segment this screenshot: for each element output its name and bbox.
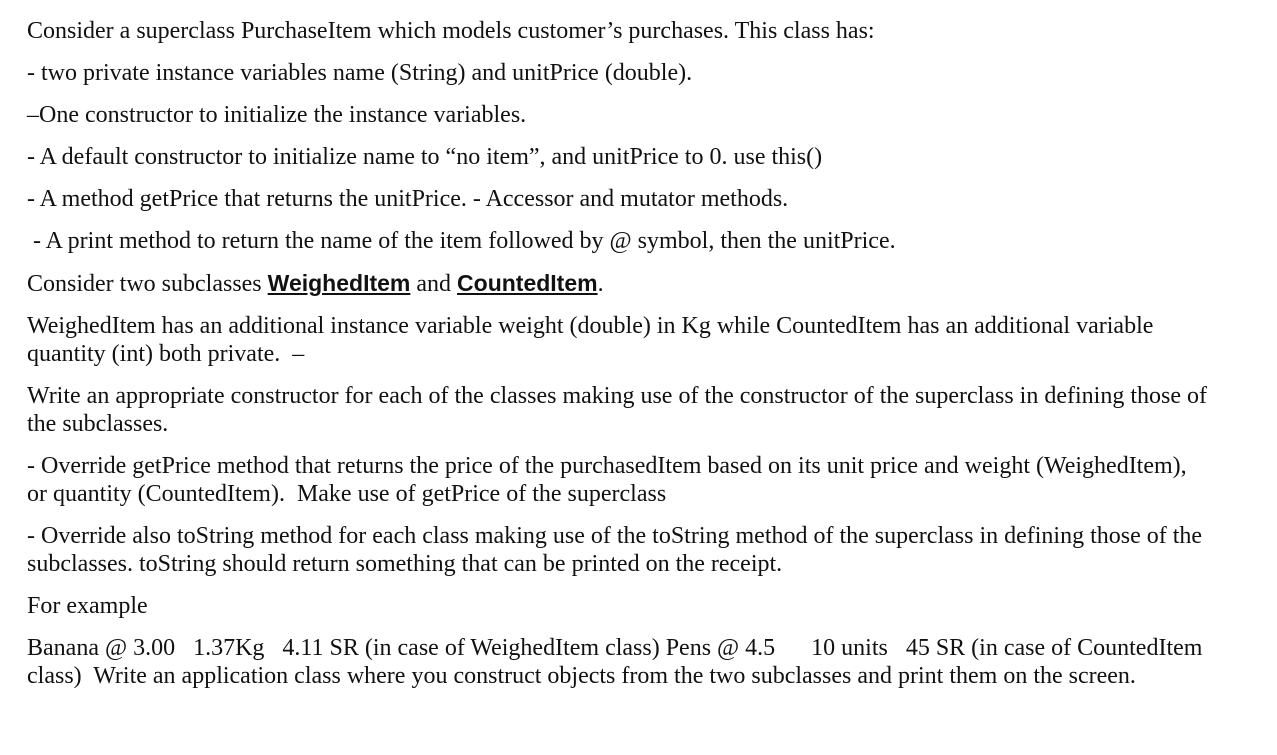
- constructor-item: –One constructor to initialize the instance variables.: [27, 102, 527, 128]
- instance-variables-item: - two private instance variables name (String) and unitPrice (double).: [27, 60, 693, 86]
- subclass-constructor-paragraph: Write an appropriate constructor for each of the classes making use of the constructor of the superclass in defining those of the subclasses.: [27, 383, 1213, 437]
- document-body: [27, 17, 1213, 704]
- getprice-item: - A method getPrice that returns the unitPrice. - Accessor and mutator methods.: [27, 186, 789, 212]
- subclasses-middle: and: [410, 271, 458, 297]
- print-method-item: - A print method to return the name of the item followed by @ symbol, then the unitPrice.: [27, 228, 896, 254]
- default-constructor-item: - A default constructor to initialize name to “no item”, and unitPrice to 0. use this(): [27, 144, 823, 170]
- example-heading: For example: [27, 593, 148, 619]
- intro-paragraph: Consider a superclass PurchaseItem which models customer’s purchases. This class has:: [27, 18, 875, 44]
- counteditem-link: CountedItem: [457, 270, 598, 296]
- subclasses-paragraph: [27, 269, 1207, 298]
- example-paragraph: Banana @ 3.00 1.37Kg 4.11 SR (in case of WeighedItem class) Pens @ 4.5 10 units 45 SR (in case of CountedItem class) Write an application class where you construct objects from the two subclasses and print them on the screen.: [27, 635, 1209, 689]
- override-tostring-paragraph: - Override also toString method for each class making use of the toString method of the superclass in defining those of the subclasses. toString should return something that can be printed on the receipt.: [27, 523, 1209, 577]
- subclasses-prefix: Consider two subclasses: [27, 271, 268, 297]
- subclasses-suffix: .: [597, 271, 604, 297]
- additional-variables-paragraph: WeighedItem has an additional instance variable weight (double) in Kg while CountedItem has an additional variable quantity (int) both private. –: [27, 313, 1160, 367]
- weigheditem-link: WeighedItem: [267, 270, 411, 296]
- override-getprice-paragraph: - Override getPrice method that returns the price of the purchasedItem based on its unit price and weight (WeighedItem), or quantity (CountedItem). Make use of getPrice of the superclass: [27, 453, 1193, 507]
